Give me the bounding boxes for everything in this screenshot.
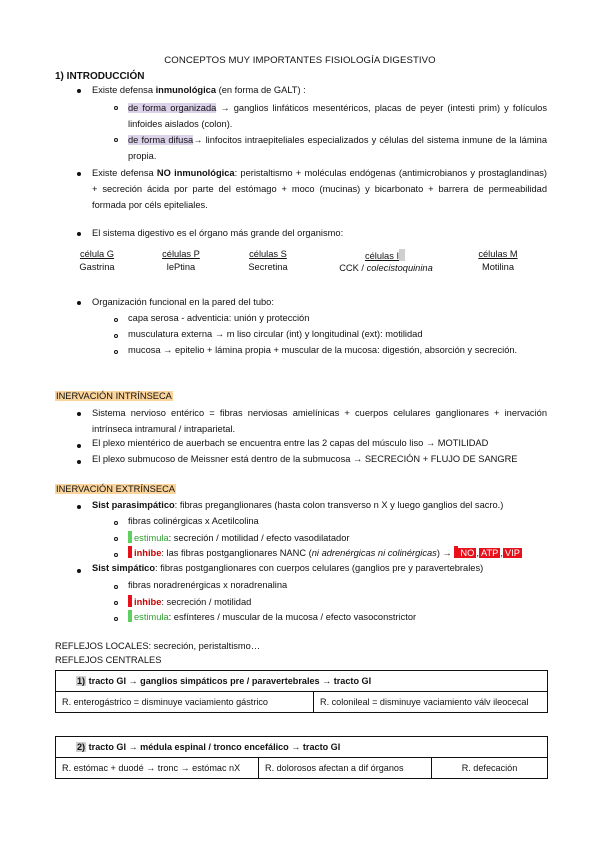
bullet-icon [77, 412, 81, 416]
reflejos-locales: REFLEJOS LOCALES: secreción, peristaltismo… [55, 641, 261, 651]
para-estimula: estimula: secreción / motilidad / efecto vasodilatador [128, 531, 350, 545]
bullet-icon [77, 172, 81, 176]
tag-vip: VIP [504, 548, 520, 558]
ring-bullet-icon [114, 350, 118, 354]
simp-estimula: estimula: esfínteres / muscular de la mucosa / efecto vasoconstrictor [128, 610, 416, 624]
extrinseca-simpatico: Sist simpático: fibras postganglionares con cuerpos celulares (ganglios pre y paravertebrales) [92, 563, 484, 573]
bullet-icon [77, 232, 81, 236]
intro-sub-organizada: de forma organizada → ganglios linfáticos mesentéricos, placas de peyer (intesti prim) y folículos linfoides aislados (colon). [128, 103, 547, 129]
cell-name-m: células M [478, 249, 518, 259]
layer-muscular: musculatura externa → m liso circular (int) y longitudinal (ext): motilidad [128, 329, 423, 339]
reflex-cell: R. defecación [432, 758, 548, 779]
intro-bullet-organizacion: Organización funcional en la pared del tubo: [92, 297, 274, 307]
intrinseca-bullet-meissner: El plexo submucoso de Meissner está dentro de la submucosa → SECRECIÓN + FLUJO DE SANGRE [92, 454, 518, 464]
tag-atp: ATP [480, 548, 499, 558]
intro-bullet-organ: El sistema digestivo es el órgano más grande del organismo: [92, 228, 344, 238]
reflex-cell: R. colonileal = disminuye vaciamiento válv ileocecal [314, 692, 548, 713]
intro-sub-difusa: de forma difusa→ linfocitos intraepiteliales especializados y células del sistema inmune de la lámina propia. [128, 135, 547, 161]
reflex-cell: R. dolorosos afectan a dif órganos [259, 758, 432, 779]
tag-no: NO [460, 548, 475, 558]
ring-bullet-icon [114, 537, 118, 541]
cell-hormone-m: Motilina [481, 262, 515, 272]
section-heading-extrinseca: INERVACIÓN EXTRÍNSECA [56, 484, 175, 494]
cell-hormone-g: Gastrina [79, 262, 115, 272]
cell-name-g: célula G [79, 249, 115, 259]
simp-inhibe: inhibe: secreción / motilidad [128, 595, 251, 609]
ring-bullet-icon [114, 553, 118, 557]
section-heading-intrinseca: INERVACIÓN INTRÍNSECA [56, 391, 172, 401]
layer-serosa: capa serosa - adventicia: unión y protección [128, 313, 310, 323]
intro-bullet-non-immunologic: Existe defensa NO inmunológica: peristaltismo + moléculas endógenas (antimicrobianos y prostaglandinas) + secreción ácida por parte del estómago + moco (mucinas) y bicarbonato + barrera de permeabilidad formada por céls epiteliales. [92, 168, 547, 210]
bullet-icon [77, 569, 81, 573]
intrinseca-bullet-sne: Sistema nervioso entérico = fibras nerviosas amielínicas + cuerpos celulares ganglionares + inervación intrínseca intramural / intraparietal. [92, 408, 547, 434]
reflex-table-1-header: 1) tracto GI → ganglios simpáticos pre / paravertebrales → tracto GI [56, 671, 548, 692]
reflex-table-2 [55, 736, 548, 779]
bullet-icon [77, 460, 81, 464]
cell-hormone-p: lePtina [166, 262, 196, 272]
intrinseca-bullet-auerbach: El plexo mientérico de auerbach se encuentra entre las 2 capas del músculo liso → MOTILIDAD [92, 438, 489, 448]
intro-bullet-immunologic: Existe defensa inmunológica (en forma de GALT) : [92, 85, 306, 95]
cell-hormone-s: Secretina [248, 262, 288, 272]
page-title: CONCEPTOS MUY IMPORTANTES FISIOLOGÍA DIGESTIVO [164, 55, 436, 66]
reflex-cell: R. estómac + duodé → tronc → estómac nX [56, 758, 259, 779]
ring-bullet-icon [114, 106, 118, 110]
bullet-icon [77, 444, 81, 448]
layer-mucosa: mucosa → epitelio + lámina propia + muscular de la mucosa: digestión, absorción y secreción. [128, 345, 518, 355]
reflex-table-1 [55, 670, 548, 713]
section-heading-intro: 1) INTRODUCCIÓN [55, 71, 145, 82]
ring-bullet-icon [114, 585, 118, 589]
cell-name-i: células I [345, 249, 425, 261]
reflex-table-2-header: 2) tracto GI → médula espinal / tronco encefálico → tracto GI [56, 737, 548, 758]
bullet-icon [77, 89, 81, 93]
ring-bullet-icon [114, 334, 118, 338]
reflex-cell: R. enterogástrico = disminuye vaciamiento gástrico [56, 692, 314, 713]
cell-hormone-i: CCK / colecistoquinina [339, 263, 433, 273]
ring-bullet-icon [114, 138, 118, 142]
cell-name-p: células P [162, 249, 200, 259]
para-fibras: fibras colinérgicas x Acetilcolina [128, 516, 259, 526]
ring-bullet-icon [114, 601, 118, 605]
ring-bullet-icon [114, 521, 118, 525]
simp-fibras: fibras noradrenérgicas x noradrenalina [128, 580, 288, 590]
ring-bullet-icon [114, 318, 118, 322]
cell-name-s: células S [249, 249, 287, 259]
para-inhibe: inhibe: las fibras postganglionares NANC (ni adrenérgicas ni colinérgicas) → NO , ATP , VIP [128, 546, 522, 560]
reflejos-centrales: REFLEJOS CENTRALES [55, 655, 162, 665]
bullet-icon [77, 505, 81, 509]
bullet-icon [77, 301, 81, 305]
ring-bullet-icon [114, 617, 118, 621]
extrinseca-parasimpatico: Sist parasimpático: fibras preganglionares (hasta colon transverso n X y luego ganglios del sacro.) [92, 500, 504, 510]
